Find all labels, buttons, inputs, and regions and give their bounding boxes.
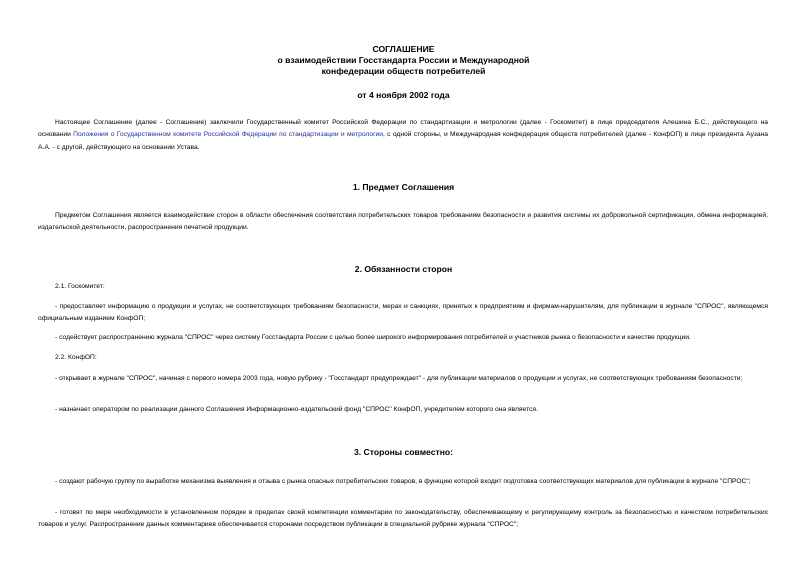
- section-2-item-3: - открывает в журнале "СПРОС", начиная с первого номера 2003 года, новую рубрику - "Госстандарт предупреждает" - для публикации материалов о продукции и услугах, не соответствующих требованиям безопасности;: [55, 375, 743, 382]
- section-1-text: Предметом Соглашения является взаимодействие сторон в области обеспечения соответствия потребительских товаров требованиям безопасности и развития системы их добровольной сертификации, обмена информацией, издательской деятельности, распространения печатной продукции.: [38, 212, 768, 232]
- section-2-item-1: - предоставляет информацию о продукции и услугах, не соответствующих требованиям безопасности, мерах и санкциях, принятых к предприятиям и фирмам-нарушителям, для публикации в журнале "СПРОС", являющемся официальным изданием КонфОП;: [38, 303, 768, 323]
- intro-text-before-link: Настоящее Соглашение (далее - Соглашение) заключили Государственный комитет Российской Федерации по стандартизации и метрологии (далее - Госкомитет) в лице председателя Алешина Б.С., действующего на основании: [38, 119, 768, 139]
- regulation-link[interactable]: Положения о Государственном комитете Российской Федерации по стандартизации и метрологии: [73, 131, 384, 139]
- intro-paragraph: [38, 117, 768, 154]
- section-3-heading: 3. Стороны совместно:: [353, 447, 454, 457]
- title-line-1: СОГЛАШЕНИЕ: [372, 44, 435, 54]
- section-2-heading: 2. Обязанности сторон: [354, 264, 453, 274]
- section-3-item-2: - готовят по мере необходимости в установленном порядке в пределах своей компетенции комментарии по законодательству, обеспечивающему и регулирующему контроль за безопасностью и качеством потребительских товаров и услуг. Распространение данных комментариев обеспечивается сторонами посредством публикации в специальной рубрике журнала "СПРОС";: [38, 509, 768, 529]
- section-2-1-label: 2.1. Госкомитет:: [55, 283, 105, 290]
- title-line-3: конфедерации обществ потребителей: [321, 66, 486, 76]
- section-2-2-label: 2.2. КонфОП:: [55, 354, 97, 361]
- title-line-2: о взаимодействии Госстандарта России и Международной: [277, 55, 530, 65]
- intro-text-after-link: , с одной стороны, и Международная конфедерация обществ потребителей (далее - КонфОП) в лице президента Аузана А.А. - с другой, действующего на основании Устава.: [38, 131, 768, 151]
- section-1-heading: 1. Предмет Соглашения: [352, 182, 455, 192]
- document-date: от 4 ноября 2002 года: [357, 90, 450, 100]
- section-3-item-1: - создают рабочую группу по выработке механизма выявления и отзыва с рынка опасных потребительских товаров, в функцию которой входит подготовка соответствующих материалов для публикации в журнале "СПРОС";: [55, 478, 751, 485]
- section-2-item-2: - содействует распространению журнала "СПРОС" через систему Госстандарта России с целью более широкого информирования потребителей и участников рынка о безопасности и качестве продукции.: [55, 334, 691, 341]
- section-2-item-4: - назначает оператором по реализации данного Соглашения Информационно-издательский фонд "СПРОС" КонфОП, учредителем которого она является.: [55, 406, 538, 413]
- document-title: [0, 44, 807, 77]
